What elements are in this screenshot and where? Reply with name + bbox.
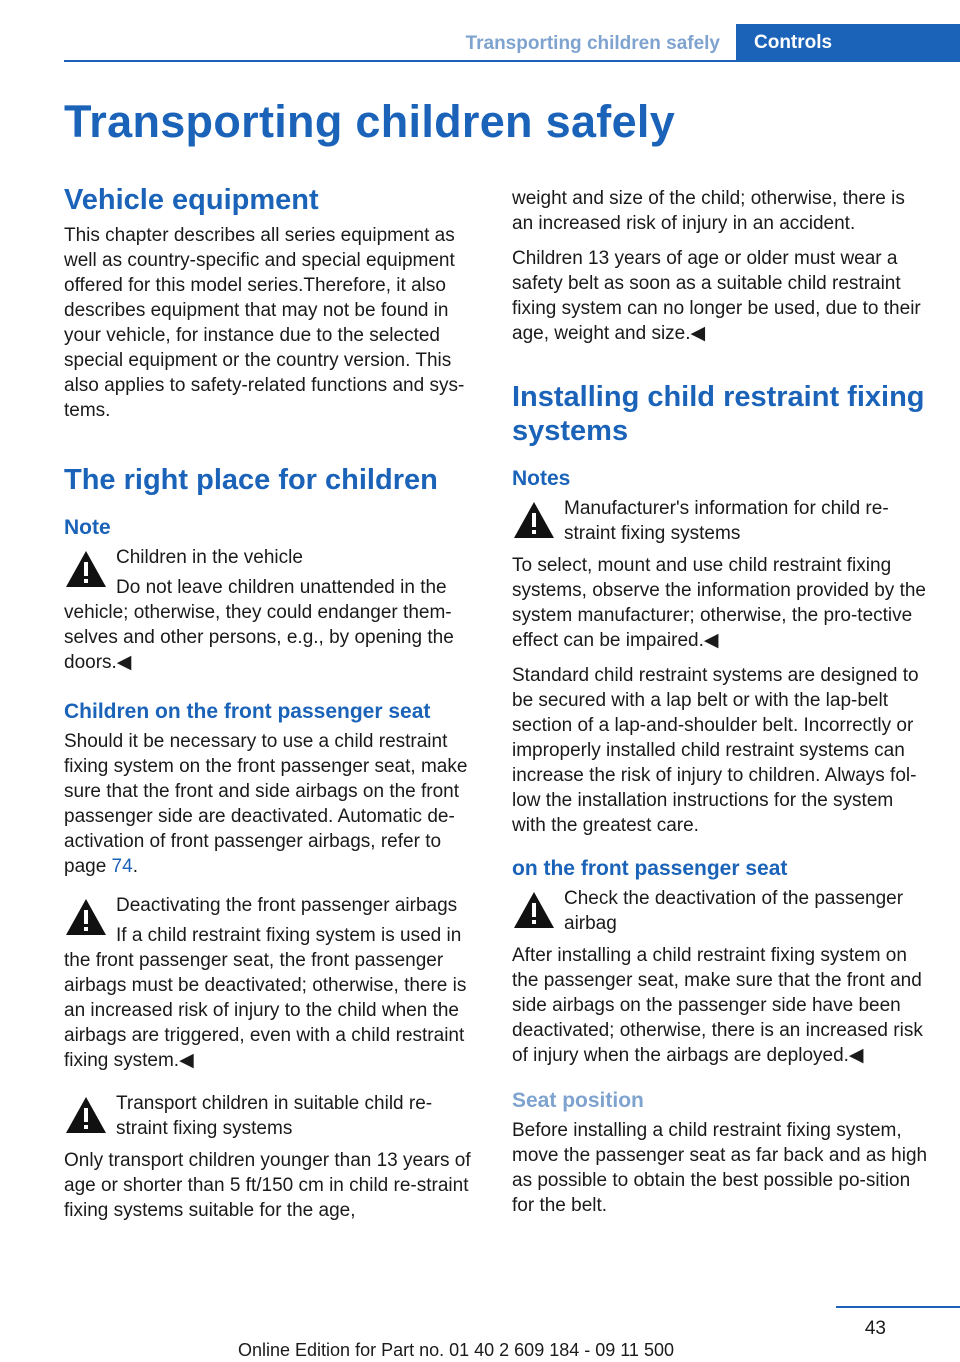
warning-manufacturer-info — [512, 496, 930, 546]
warning-text: Only transport children younger than 13 years of age or shorter than 5 ft/150 cm in child re‐straint fixing systems suitable for the age, — [64, 1150, 471, 1221]
controls-tab[interactable]: Controls — [736, 24, 960, 62]
warning-icon — [512, 890, 556, 930]
warning-title: Transport children in suitable child re‐straint fixing systems — [116, 1093, 433, 1139]
warning-suitable-restraints — [64, 1091, 482, 1141]
notes-heading: Notes — [512, 467, 571, 490]
left-column — [64, 183, 482, 1233]
warning-check-deactivation — [512, 886, 930, 936]
vehicle-equipment-text: This chapter describes all series equipment as well as country-specific and special equipment offered for this model series.Therefore, it also describes equipment that may not be found in your vehicle, for instance due to the selected special equipment or the country version. This also applies to safety-related functions and sys‐tems. — [64, 225, 465, 421]
footer-rule — [836, 1306, 960, 1308]
section-label: Transporting children safely — [465, 33, 720, 54]
note-heading: Note — [64, 516, 111, 539]
warning-text: Do not leave children unattended in the vehicle; otherwise, they could endanger them‐selves and other persons, e.g., by opening the doors.◀ — [64, 577, 454, 673]
warning-title: Deactivating the front passenger airbags — [116, 895, 458, 916]
warning-icon — [64, 897, 108, 937]
warning-deactivating-airbags — [64, 893, 482, 918]
standard-systems-text: Standard child restraint systems are designed to be secured with a lap belt or with the lap-belt section of a lap-and-shoulder belt. Incorrectly or improperly installed child restraint systems can increase the risk of injury to children. Always fol‐low the installation instructions for the system with the greatest care. — [512, 665, 919, 836]
warning-children-in-vehicle — [64, 545, 482, 570]
front-passenger-heading: Children on the front passenger seat — [64, 700, 431, 723]
warning-title: Children in the vehicle — [116, 547, 303, 568]
warning-text: After installing a child restraint fixing system on the passenger seat, make sure that the front and side airbags on the passenger side have been deactivated; otherwise, there is an increased risk of injury when the airbags are deployed.◀ — [512, 945, 923, 1066]
page-title: Transporting children safely — [64, 96, 676, 147]
page-header — [0, 0, 960, 62]
page-link[interactable]: 74 — [111, 856, 133, 877]
seat-position-text: Before installing a child restraint fixing system, move the passenger seat as far back and as high as possible to obtain the best possible po‐sition for the belt. — [512, 1120, 928, 1216]
warning-icon — [512, 500, 556, 540]
warning-title: Check the deactivation of the passenger airbag — [564, 888, 904, 934]
continued-text: weight and size of the child; otherwise, there is an increased risk of injury in an accident. — [512, 188, 905, 234]
on-front-seat-heading: on the front passenger seat — [512, 857, 788, 880]
warning-icon — [64, 549, 108, 589]
header-rule — [64, 60, 960, 62]
right-place-heading: The right place for children — [64, 464, 438, 496]
edition-text: Online Edition for Part no. 01 40 2 609 184 - 09 11 500 — [238, 1340, 674, 1360]
warning-text: To select, mount and use child restraint fixing systems, observe the information provided by the system manufacturer; otherwise, the pro‐tective effect can be impaired.◀ — [512, 555, 926, 651]
page-number: 43 — [864, 1318, 886, 1339]
front-passenger-text: Should it be necessary to use a child restraint fixing system on the front passenger seat, make sure that the front and side airbags on the front passenger side are deactivated. Automatic de‐activation of front passenger airbags, refer to page 74. — [64, 731, 468, 877]
warning-icon — [64, 1095, 108, 1135]
warning-title: Manufacturer's information for child re‐straint fixing systems — [564, 498, 889, 544]
vehicle-equipment-heading: Vehicle equipment — [64, 184, 319, 216]
installing-heading: Installing child restraint fixing systems — [512, 381, 925, 447]
right-column — [512, 186, 930, 1228]
older-children-text: Children 13 years of age or older must wear a safety belt as soon as a suitable child restraint fixing system can no longer be used, due to their age, weight and size.◀ — [512, 248, 921, 344]
seat-position-heading: Seat position — [512, 1089, 644, 1112]
warning-text: If a child restraint fixing system is used in the front passenger seat, the front passenger airbags must be deactivated; otherwise, there is an increased risk of injury to the child when the airbags are triggered, even with a child restraint fixing system.◀ — [64, 925, 467, 1071]
